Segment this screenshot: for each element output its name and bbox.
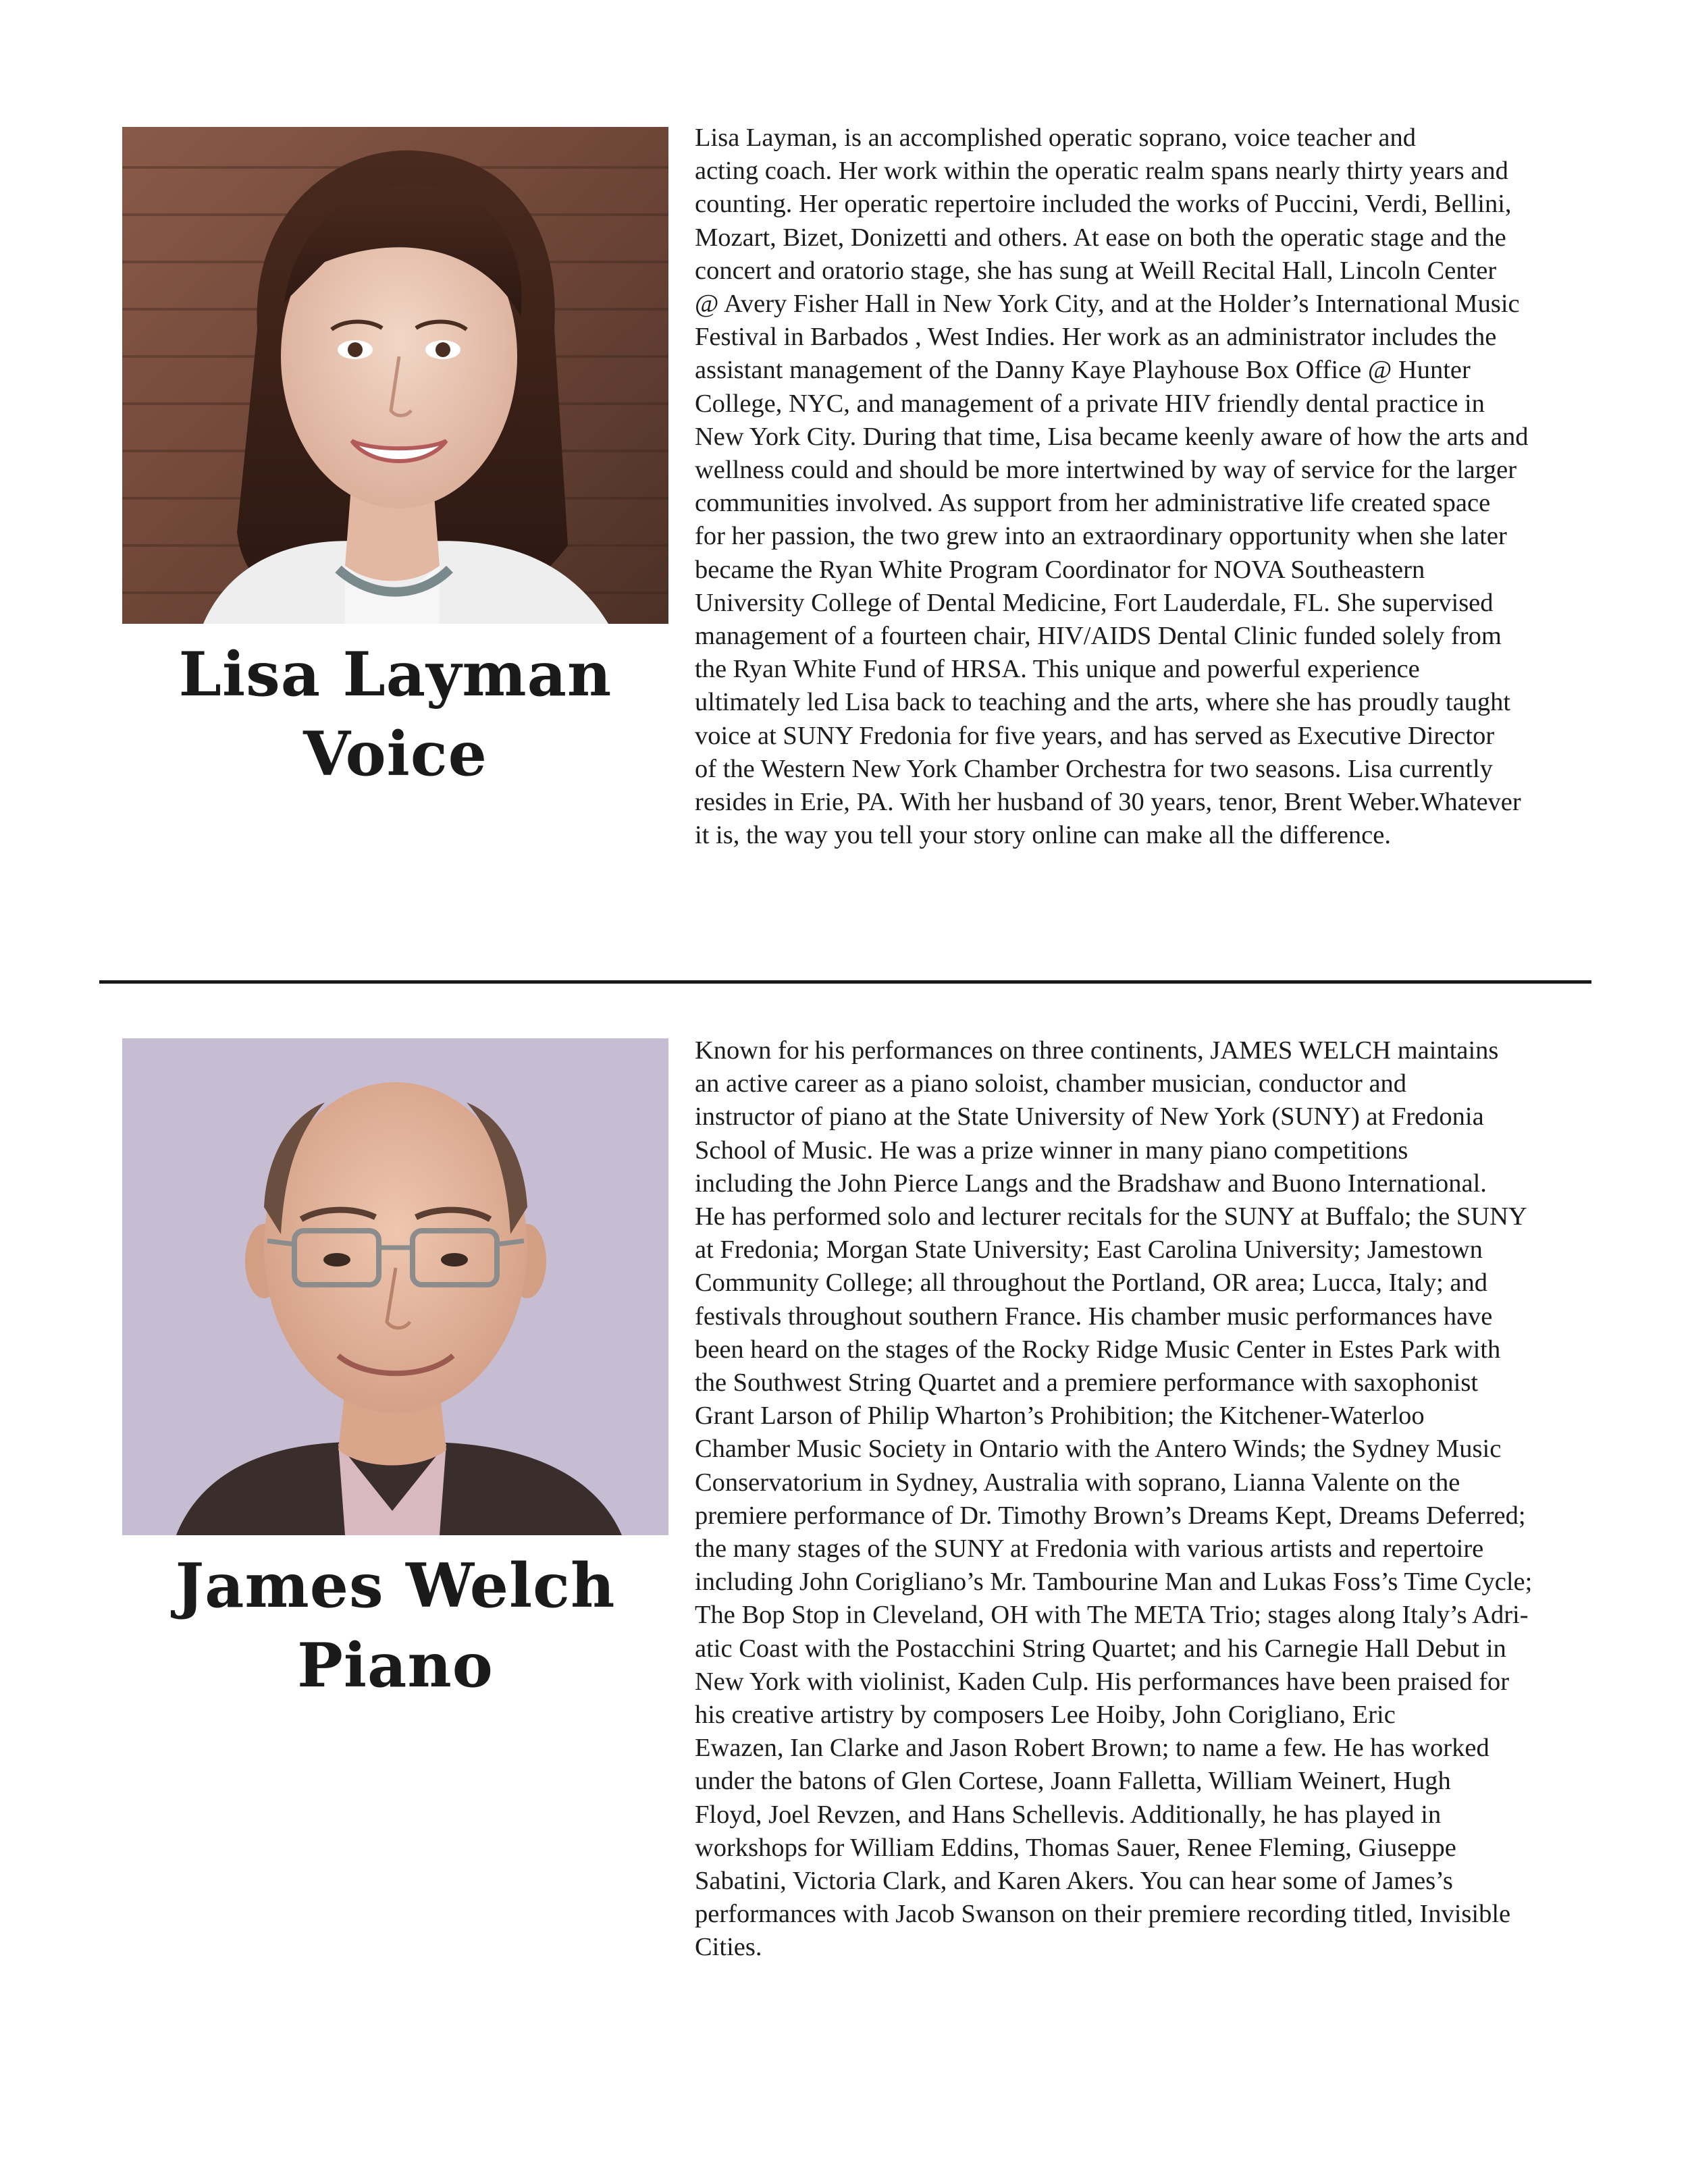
profile-name-block <box>122 635 668 794</box>
section-divider <box>99 980 1591 984</box>
profile-name-block <box>122 1546 668 1705</box>
profile-photo-james-welch <box>122 1038 668 1535</box>
profile-bio: Known for his performances on three continents, JAMES WELCH maintains an active career as a piano soloist, chamber musician, conductor and instructor of piano at the State University of New York (SUNY) at Fredonia School of Music. He was a prize winner in many piano competitions including the John Pierce Langs and the Bradshaw and Buono International. He has performed solo and lecturer recitals for the SUNY at Buffalo; the SUNY at Fredonia; Morgan State University; East Carolina University; Jamestown Community College; all throughout the Portland, OR area; Lucca, Italy; and festivals throughout southern France. His chamber music performances have been heard on the stages of the Rocky Ridge Music Center in Estes Park with the Southwest String Quartet and a premiere performance with saxophonist Grant Larson of Philip Wharton’s Prohibition; the Kitchener-Waterloo Chamber Music Society in Ontario with the Antero Winds; the Sydney Music Conservatorium in Sydney, Australia with soprano, Lianna Valente on the premiere performance of Dr. Timothy Brown’s Dreams Kept, Dreams Deferred; the many stages of the SUNY at Fredonia with various artists and repertoire including John Corigliano’s Mr. Tambourine Man and Lukas Foss’s Time Cycle; The Bop Stop in Cleveland, OH with The META Trio; stages along Italy’s Adri- atic Coast with the Postacchini String Quartet; and his Carnegie Hall Debut in New York with violinist, Kaden Culp. His performances have been praised for his creative artistry by composers Lee Hoiby, John Corigliano, Eric Ewazen, Ian Clarke and Jason Robert Brown; to name a few. He has worked under the batons of Glen Cortese, Joann Falletta, William Weinert, Hugh Floyd, Joel Revzen, and Hans Schellevis. Additionally, he has played in workshops for William Eddins, Thomas Sauer, Renee Fleming, Giuseppe Sabatini, Victoria Clark, and Karen Akers. You can hear some of James’s performances with Jacob Swanson on their premiere recording titled, Invisible Cities. <box>695 1036 1533 1962</box>
profile-instrument: Piano <box>297 1630 494 1701</box>
profile-name: Lisa Layman <box>178 639 612 710</box>
portrait-image <box>122 1038 668 1535</box>
portrait-image <box>122 127 668 624</box>
profile-name: James Welch <box>175 1550 616 1622</box>
profile-photo-lisa-layman <box>122 127 668 624</box>
profile-bio: Lisa Layman, is an accomplished operatic soprano, voice teacher and acting coach. Her work within the operatic realm spans nearly thirty years and counting. Her operatic repertoire included the works of Puccini, Verdi, Bellini, Mozart, Bizet, Donizetti and others. At ease on both the operatic stage and the concert and oratorio stage, she has sung at Weill Recital Hall, Lincoln Center @ Avery Fisher Hall in New York City, and at the Holder’s International Music Festival in Barbados , West Indies. Her work as an administrator includes the assistant management of the Danny Kaye Playhouse Box Office @ Hunter College, NYC, and management of a private HIV friendly dental practice in New York City. During that time, Lisa became keenly aware of how the arts and wellness could and should be more intertwined by way of service for the larger communities involved. As support from her administrative life created space for her passion, the two grew into an extraordinary opportunity when she later became the Ryan White Program Coordinator for NOVA Southeastern University College of Dental Medicine, Fort Lauderdale, FL. She supervised management of a fourteen chair, HIV/AIDS Dental Clinic funded solely from the Ryan White Fund of HRSA. This unique and powerful experience ultimately led Lisa back to teaching and the arts, where she has proudly taught voice at SUNY Fredonia for five years, and has served as Executive Director of the Western New York Chamber Orchestra for two seasons. Lisa currently resides in Erie, PA. With her husband of 30 years, tenor, Brent Weber.Whatever it is, the way you tell your story online can make all the difference. <box>695 124 1529 850</box>
profile-instrument: Voice <box>303 718 487 790</box>
